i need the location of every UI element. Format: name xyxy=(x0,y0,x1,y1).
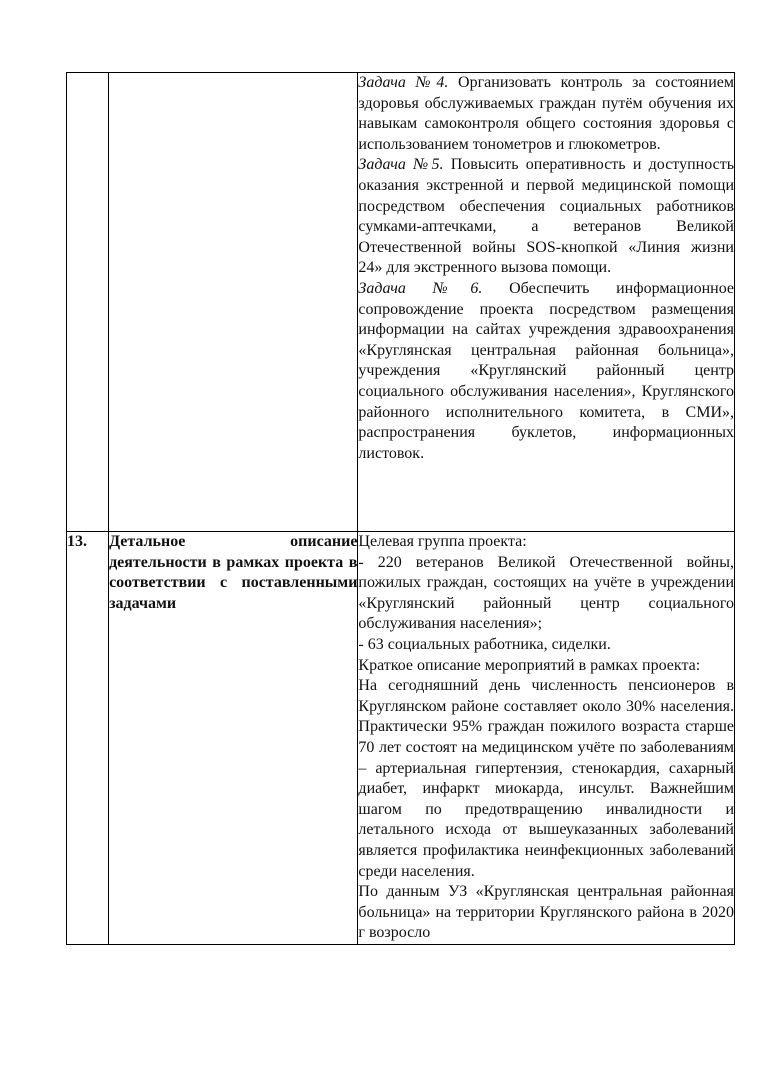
table-row-tasks xyxy=(67,73,735,532)
task-paragraph xyxy=(358,155,734,279)
task-paragraph xyxy=(358,73,734,155)
task-label: Задача №6. xyxy=(358,279,483,297)
content-paragraph: По данным УЗ «Круглянская центральная районная больница» на территории Круглянского района в 2020 г возросло xyxy=(358,883,734,942)
task-label: Задача №5. xyxy=(358,156,444,174)
task-text: Повысить оперативность и доступность оказания экстренной и первой медицинской помощи посредством обеспечения социальных работников сумками-аптечками, а ветеранов Великой Отечественной войны SOS-кнопкой «Линия жизни 24» для экстренного вызова помощи. xyxy=(358,156,734,277)
task-text: Организовать контроль за состоянием здоровья обслуживаемых граждан путём обучения их навыкам самоконтроля общего состояния здоровья с использованием тонометров и глюкометров. xyxy=(358,74,734,153)
row-content-cell xyxy=(358,532,735,945)
table-row-description xyxy=(67,532,735,945)
task-label: Задача №4. xyxy=(358,74,449,91)
row-content-cell xyxy=(358,73,735,532)
row-label-cell: Детальное описание деятельности в рамках проекта в соответствии с поставленными задачами xyxy=(109,532,358,945)
content-paragraph: - 220 ветеранов Великой Отечественной войны, пожилых граждан, состоящих на учёте в учреждении «Круглянский районный центр социального обслуживания населения»; xyxy=(358,553,734,633)
project-table xyxy=(66,72,735,945)
task-text: Обеспечить информационное сопровождение проекта посредством размещения информации на сайтах учреждения здравоохранения «Круглянская центральная районная больница», учреждения «Круглянский районный центр социального обслуживания населения», Круглянского районного исполнительного комитета, в СМИ», распространения буклетов, информационных листовок. xyxy=(358,279,734,462)
content-paragraph: Целевая группа проекта: xyxy=(358,533,527,550)
row-label-cell xyxy=(109,73,358,532)
row-number-cell xyxy=(67,73,109,532)
content-paragraph: - 63 социальных работника, сиделки. xyxy=(358,635,611,653)
task-paragraph xyxy=(358,279,734,464)
content-paragraph: Краткое описание мероприятий в рамках проекта: xyxy=(358,656,701,674)
row-number-cell: 13. xyxy=(67,532,109,945)
content-paragraph: На сегодняшний день численность пенсионеров в Круглянском районе составляет около 30% населения. Практически 95% граждан пожилого возраста старше 70 лет состоят на медицинском учёте по заболеваниям – артериальная гипертензия, стенокардия, сахарный диабет, инфаркт миокарда, инсульт. Важнейшим шагом по предотвращению инвалидности и летального исхода от вышеуказанных заболеваний является профилактика неинфекционных заболеваний среди населения. xyxy=(358,677,734,880)
